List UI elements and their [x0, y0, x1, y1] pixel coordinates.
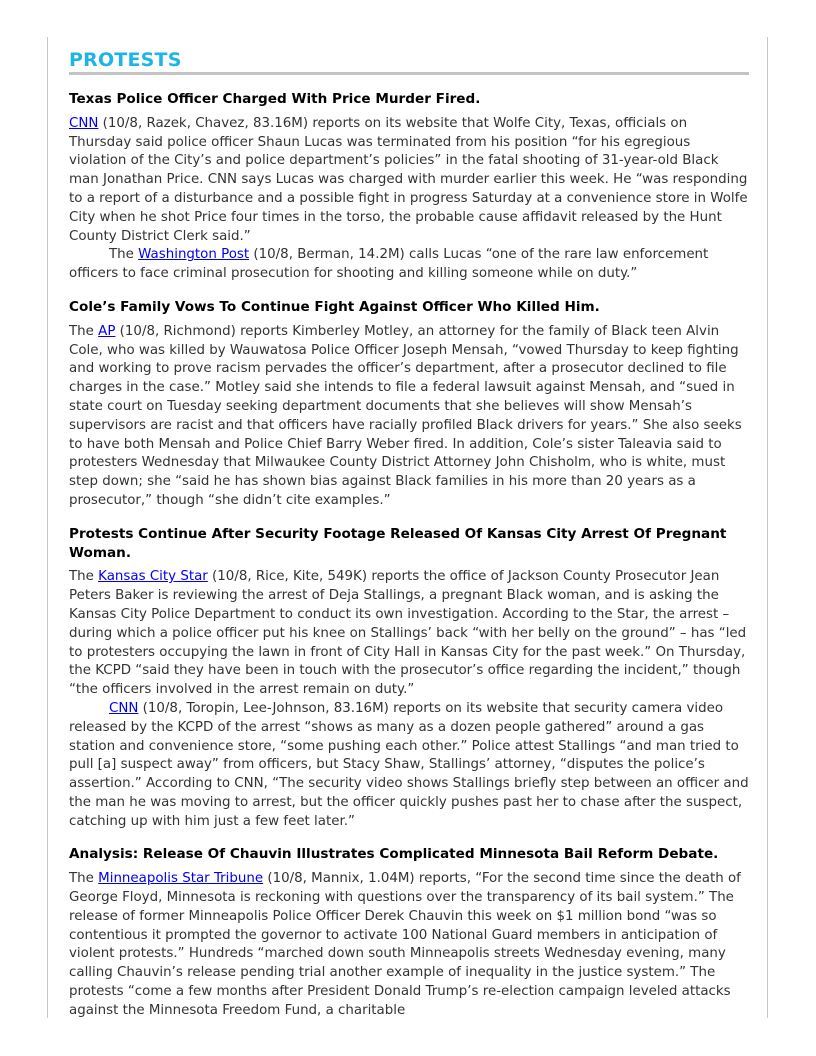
source-link-cnn[interactable]: CNN [69, 115, 99, 131]
article-paragraph [69, 870, 749, 1020]
article-paragraph [69, 246, 749, 284]
article-paragraph [69, 115, 749, 247]
document-page [47, 37, 768, 1018]
source-link-washington-post[interactable]: Washington Post [138, 247, 250, 263]
article-paragraph [69, 700, 749, 832]
section-title: PROTESTS [69, 48, 749, 75]
paragraph-text: (10/8, Berman, 14.2M) calls Lucas “one of the rare law enforcement officers to face criminal prosecution for shooting and killing someone while on duty.” [69, 247, 709, 282]
article-kansas-city [69, 525, 749, 832]
article-headline: Analysis: Release Of Chauvin Illustrates Complicated Minnesota Bail Reform Debate. [69, 846, 719, 863]
source-link-ap[interactable]: AP [98, 323, 116, 339]
article-texas-officer [69, 90, 749, 284]
article-chauvin-bail [69, 845, 749, 1020]
paragraph-prefix: The [69, 323, 99, 339]
source-link-star-tribune[interactable]: Minneapolis Star Tribune [98, 871, 264, 887]
source-link-cnn[interactable]: CNN [109, 700, 139, 716]
article-paragraph [69, 323, 749, 511]
paragraph-text: (10/8, Richmond) reports Kimberley Motley, an attorney for the family of Black teen Alvin Cole, who was killed by Wauwatosa Police Officer Joseph Mensah, “vowed Thursday to keep fighting and working to prove racism pervades the officer’s department, after a prosecutor declined to file charges in the case.” Motley said she intends to file a federal lawsuit against Mensah, and “sued in state court on Tuesday seeking department documents that she believes will show Mensah’s supervisors are racist and that officers have racially profiled Black drivers for years.” She also seeks to have both Mensah and Police Chief Barry Weber fired. In addition, Cole’s sister Taleavia said to protesters Wednesday that Milwaukee County District Attorney John Chisholm, who is white, must step down; she “said he has shown bias against Black families in his more than 20 years as a prosecutor,” though “she didn’t cite examples.” [69, 323, 742, 508]
article-headline: Protests Continue After Security Footage Released Of Kansas City Arrest Of Pregnant Woman. [69, 525, 727, 561]
paragraph-prefix: The [69, 569, 99, 585]
paragraph-text: (10/8, Razek, Chavez, 83.16M) reports on its website that Wolfe City, Texas, officials on Thursday said police officer Shaun Lucas was terminated from his position “for his egregious violation of the City’s and police department’s policies” in the fatal shooting of 31-year-old Black man Jonathan Price. CNN says Lucas was charged with murder earlier this week. He “was responding to a report of a disturbance and a possible fight in progress Saturday at a convenience store in Wolfe City when he shot Price four times in the torso, the probable cause affidavit released by the Hunt County District Clerk said.” [69, 115, 748, 244]
article-headline: Cole’s Family Vows To Continue Fight Against Officer Who Killed Him. [69, 298, 600, 315]
page-content [69, 48, 749, 1035]
paragraph-text: (10/8, Rice, Kite, 549K) reports the office of Jackson County Prosecutor Jean Peters Baker is reviewing the arrest of Deja Stallings, a pregnant Black woman, and is asking the Kansas City Police Department to conduct its own investigation. According to the Star, the arrest – during which a police officer put his knee on Stallings’ back “with her belly on the ground” – has “led to protesters occupying the lawn in front of City Hall in Kansas City for the past week.” On Thursday, the KCPD “said they have been in touch with the prosecutor’s office regarding the incident,” though “the officers involved in the arrest remain on duty.” [69, 569, 747, 698]
article-paragraph [69, 568, 749, 700]
paragraph-text: (10/8, Toropin, Lee-Johnson, 83.16M) reports on its website that security camera video released by the KCPD of the arrest “shows as many as a dozen people gathered” around a gas station and convenience store, “some pushing each other.” Police attest Stallings “and man tried to pull [a] suspect away” from officers, but Stacy Shaw, Stallings’ attorney, “disputes the police’s assertion.” According to CNN, “The security video shows Stallings briefly step between an officer and the man he was moving to arrest, but the officer quickly pushes past her to chase after the suspect, catching up with him just a few feet later.” [69, 700, 749, 829]
source-link-kansas-city-star[interactable]: Kansas City Star [98, 569, 208, 585]
paragraph-prefix: The [69, 871, 99, 887]
article-cole-family [69, 298, 749, 511]
paragraph-text: (10/8, Mannix, 1.04M) reports, “For the second time since the death of George Floyd, Minnesota is reckoning with questions over the transparency of its bail system.” The release of former Minneapolis Police Officer Derek Chauvin this week on $1 million bond “was so contentious it prompted the governor to activate 100 National Guard members in anticipation of violent protests.” Hundreds “marched down south Minneapolis streets Wednesday evening, many calling Chauvin’s release pending trial another example of inequality in the justice system.” The protests “come a few months after President Donald Trump’s re-election campaign leveled attacks against the Minnesota Freedom Fund, a charitable [69, 871, 741, 1018]
article-headline: Texas Police Officer Charged With Price Murder Fired. [69, 91, 481, 107]
paragraph-prefix: The [109, 247, 139, 263]
